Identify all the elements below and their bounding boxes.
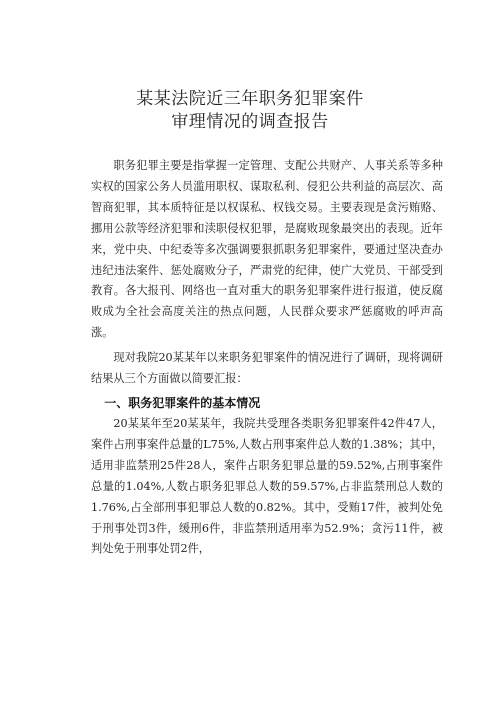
document-title-line-2: 审理情况的调查报告	[171, 112, 329, 132]
section-heading-1: 一、职务犯罪案件的基本情况	[104, 395, 261, 410]
paragraph-intro: 职务犯罪主要是指掌握一定管理、支配公共财产、人事关系等多种实权的国家公务人员滥用职权、谋取私利、侵犯公共利益的高层次、高智商犯罪，其本质特征是以权谋私、权钱交易。主要表现是贪污贿赂、挪用公款等经济犯罪和渎职侵权犯罪，是腐败现象最突出的表现。近年来，党中央、中纪委等多次强调要狠抓职务犯罪案件，要通过坚决查办违纪违法案件、惩处腐败分子，严肃党的纪律，使广大党员、干部受到教育。各大报刊、网络也一直对重大的职务犯罪案件进行报道，使反腐败成为全社会高度关注的热点问题，人民群众要求严惩腐败的呼声高涨。	[91, 159, 443, 340]
paragraph-survey: 现对我院20某某年以来职务犯罪案件的情况进行了调研，现将调研结果从三个方面做以简要汇报：	[91, 351, 443, 386]
paragraph-basic-situation: 20某某年至20某某年，我院共受理各类职务犯罪案件42件47人，案件占刑事案件总量的L75%,人数占刑事案件总人数的1.38%；其中，适用非监禁刑25件28人，案件占职务犯罪总量的59.52%,占刑事案件总量的1.04%,人数占职务犯罪总人数的59.57%,占非监禁刑总人数的1.76%,占全部刑事犯罪总人数的0.82%。其中，受贿17件，被判处免于刑事处罚3件，缓刑6件，非监禁刑适用率为52.9%；贪污11件，被判处免于刑事处罚2件，	[91, 416, 443, 556]
document-title-line-1: 某某法院近三年职务犯罪案件	[136, 89, 364, 109]
document-body	[91, 156, 443, 560]
